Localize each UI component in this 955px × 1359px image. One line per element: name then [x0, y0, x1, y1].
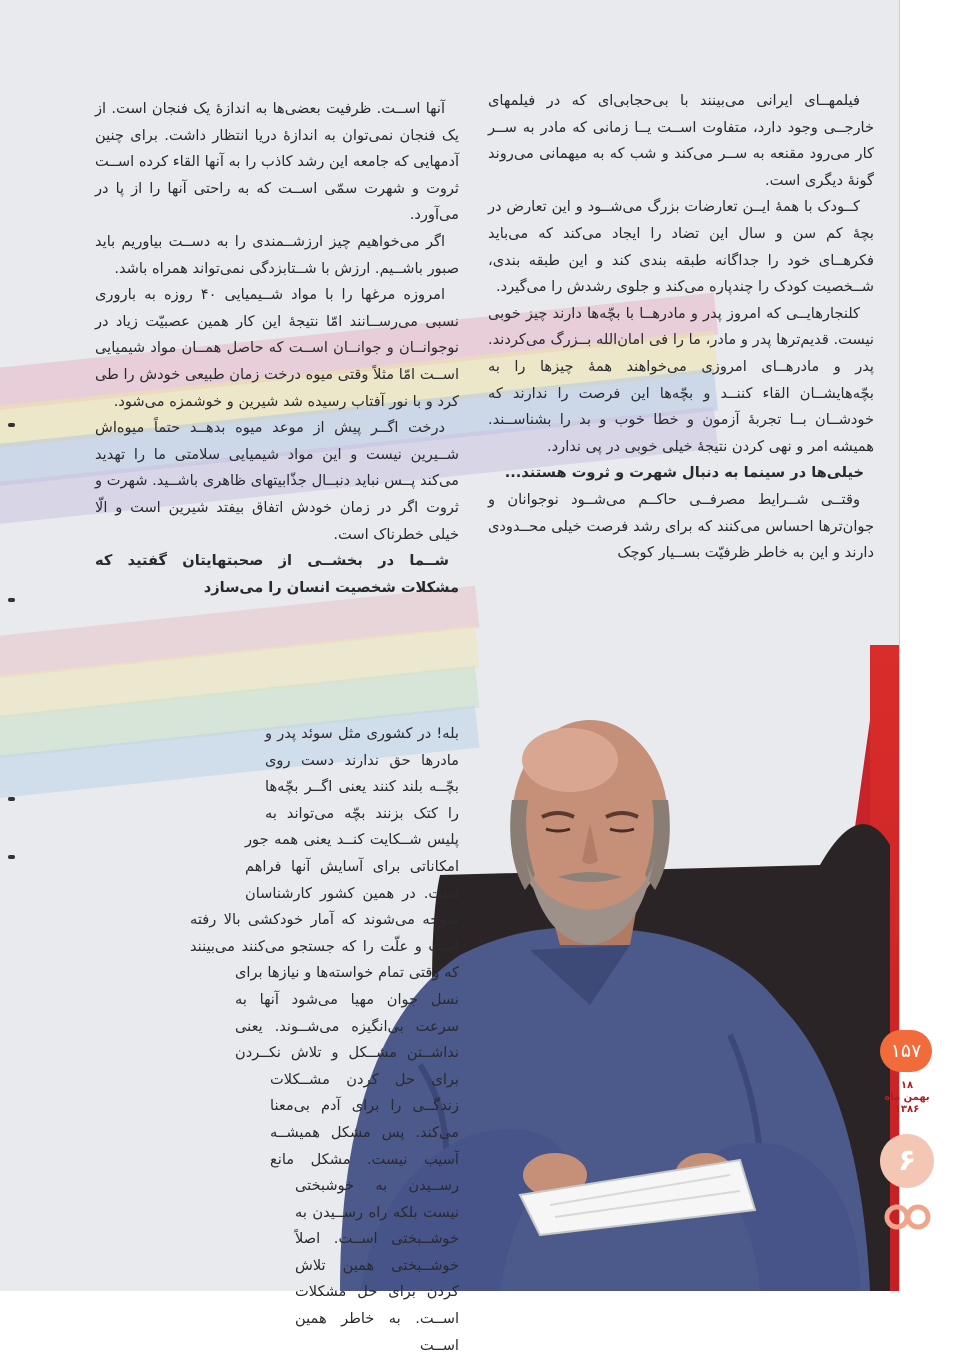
interview-answer: بله! در کشوری مثل سوئد پدر و مادرها حق ندارند دست روی بچّــه بلند کنند یعنی اگــر بچّه‌ها را کتک بزنند بچّه می‌تواند به پلیس شــکایت کنــد یعنی همه جور امکاناتی برای آسایش آنها فراهم است. در همین کشور کارشناسان متوجه می‌شوند که آمار خودکشی بالا رفته است و علّت را که جستجو می‌کنند می‌بینند که وقتی تمام خواسته‌ها و نیازها برای نسل جوان مهیا می‌شود آنها به سرعت بی‌انگیزه می‌شــوند. یعنی نداشــتن مشــکل و تلاش نکــردن برای حل کردن مشــکلات زندگــی را برای آدم بی‌معنا می‌کند. پس مشکل همیشــه آسیب نیست. مشکل مانع رســیدن به خوشبختی نیست بلکه راه رســیدن به خوشــبختی اســت. اصلاً خوشــبختی همین تلاش کردن برای حل مشکلات اســت. به خاطر همین اســت	[190, 725, 459, 1354]
issue-date-month: بهمن ماه	[884, 1092, 930, 1103]
issue-date-day: ۱۸	[900, 1080, 914, 1091]
paragraph: وقتــی شــرایط مصرفــی حاکــم می‌شــود نوجوانان و جوان‌ترها احساس می‌کنند که برای رشد فرصت خیلی محــدودی دارند و این به خاطر ظرفیّت بســیار کوچک	[488, 490, 874, 562]
paragraph: فیلمهــای ایرانی می‌بینند با بی‌حجابی‌ای که در فیلمهای خارجــی وجود دارد، متفاوت اســت یــا زمانی که مادر به ســر کار می‌رود مقنعه به ســر می‌کند و شب که به میهمانی می‌روند گونهٔ دیگری است.	[488, 92, 874, 189]
binding-tick	[8, 423, 15, 427]
paragraph: درخت اگــر پیش از موعد میوه بدهــد حتماً میوه‌اش شــیرین نیست و این مواد شیمیایی سلامتی ما را تهدید می‌کند پــس نباید دنبــال جذّابیتهای ظاهری باشــید. شهرت و ثروت اگر در زمان خودش اتفاق بیفتد شیرین است و الّا خیلی خطرناک است.	[95, 419, 459, 543]
binding-tick	[8, 797, 15, 801]
issue-date-year: ۱۳۸۶	[894, 1104, 920, 1115]
page-badges	[880, 1030, 950, 1270]
paragraph: کــودک با همهٔ ایــن تعارضات بزرگ می‌شــود و این تعارض در بچهٔ کم سن و سال این تضاد را ایجاد می‌کند که می‌باید فکرهــای خود را جداگانه طبقه بندی کند و این طبقه بندی، شــخصیت کودک را چندپاره می‌کند و جلوی رشدش را می‌گیرد.	[488, 198, 874, 296]
article-column-left-lower	[95, 721, 459, 1359]
issue-date	[882, 1080, 932, 1116]
magazine-logo-icon	[882, 1202, 932, 1232]
article-column-right	[488, 88, 874, 567]
issue-number: ۶	[880, 1134, 934, 1188]
paragraph: اگر می‌خواهیم چیز ارزشــمندی را به دســت بیاوریم باید صبور باشــیم. ارزش با شــتابزدگی نمی‌تواند همراه باشد.	[95, 232, 459, 277]
paragraph: امروزه مرغها را با مواد شــیمیایی ۴۰ روزه به باروری نسبی می‌رســانند امّا نتیجهٔ این کار همین عصبیّت زیاد در نوجوانــان و جوانــان اســت که حاصل همــان مواد شیمیایی اســت امّا مثلاً وقتی میوه درخت زمان طبیعی خودش را طی کرد و با نور آفتاب رسیده شد شیرین و خوشمزه می‌شود.	[95, 286, 459, 410]
paragraph: آنها اســت. ظرفیت بعضی‌ها به اندازهٔ یک فنجان است. از یک فنجان نمی‌توان به اندازهٔ دریا انتظار داشت. برای چنین آدمهایی که جامعه این رشد کاذب را به آنها القاء کرده اســت ثروت و شهرت سمّی اســت که به راحتی آنها را از پا در می‌آورد.	[95, 100, 459, 224]
binding-tick	[8, 855, 15, 859]
paragraph: کلنجارهایــی که امروز پدر و مادرهــا با بچّه‌ها دارند چیز خوبی نیست. قدیم‌ترها پدر و مادر، ما را فی امان‌الله بــزرگ می‌کردند. پدر و مادرهــای امروزی می‌خواهند همهٔ چیزها را به بچّه‌هایشــان القاء کننــد و بچّه‌ها این فرصت را ندارند که خودشــان بــا تجربهٔ آزمون و خطا خوب و بد را بشناســند. همیشه امر و نهی کردن نتیجهٔ خیلی خوبی در پی ندارد.	[488, 304, 874, 455]
interview-question: شــما در بخشــی از صحبتهایتان گفتید که مشکلات شخصیت انسان را می‌سازد	[95, 552, 459, 596]
binding-tick	[8, 598, 15, 602]
interview-question: خیلی‌ها در سینما به دنبال شهرت و ثروت هستند...	[504, 464, 864, 482]
logo-glyph-icon	[882, 1202, 932, 1232]
article-column-left	[95, 96, 459, 601]
page-number: ۱۵۷	[880, 1030, 932, 1072]
